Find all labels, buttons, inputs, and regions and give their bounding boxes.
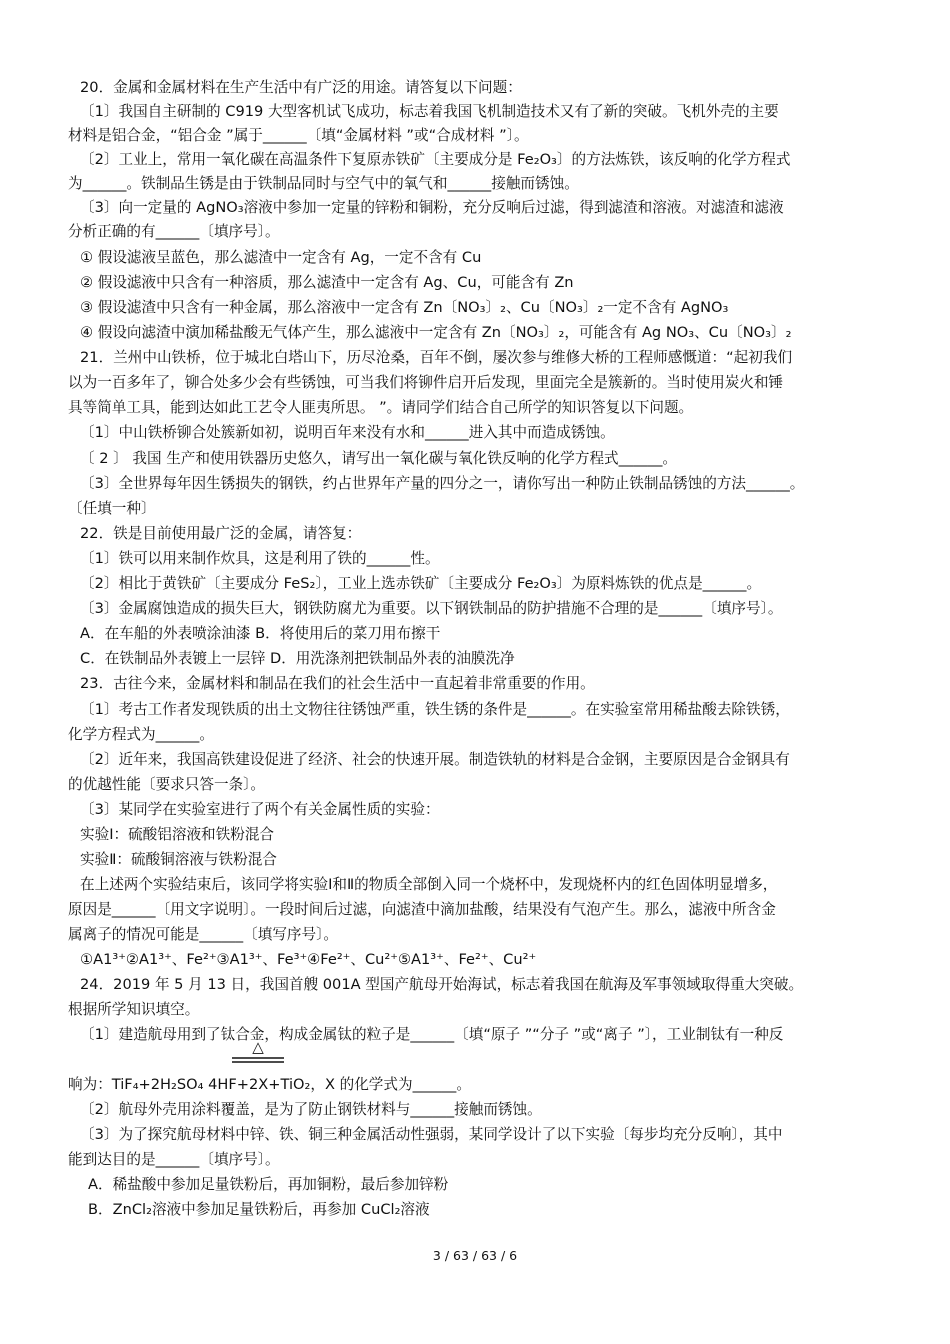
q24-1-line2: 响为：TiF₄+2H₂SO₄ 4HF+2X+TiO₂，X 的化学式为______。 [68,1076,471,1093]
q24-option-b: B．ZnCl₂溶液中参加足量铁粉后，再参加 CuCl₂溶液 [88,1201,430,1218]
q24-title: 24．2019 年 5 月 13 日，我国首艘 001A 型国产航母开始海试，标志着我国在航海及军事领域取得重大突破。 [80,976,804,993]
heat-condition-symbol [230,1038,286,1072]
q23-para-line1: 在上述两个实验结束后，该同学将实验Ⅰ和Ⅱ的物质全部倒入同一个烧杯中，发现烧杯内的红色固体明显增多， [80,876,778,893]
q21-3-line1: 〔3〕全世界每年因生锈损失的钢铁，约占世界年产量的四分之一，请你写出一种防止铁制品锈蚀的方法______。 [80,475,805,492]
q23-title: 23．古往今来，金属材料和制品在我们的社会生活中一直起着非常重要的作用。 [80,675,595,692]
q20-2-line2: 为______。铁制品生锈是由于铁制品同时与空气中的氧气和______接触而锈蚀。 [68,175,579,192]
q24-option-a: A．稀盐酸中参加足量铁粉后，再加铜粉，最后参加锌粉 [88,1176,449,1193]
q22-options-ab: A．在车船的外表喷涂油漆 B．将使用后的菜刀用布擦干 [80,625,441,642]
q22-3: 〔3〕金属腐蚀造成的损失巨大，钢铁防腐尤为重要。以下钢铁制品的防护措施不合理的是______〔填序号〕。 [80,600,783,617]
q23-3: 〔3〕某同学在实验室进行了两个有关金属性质的实验： [80,801,440,818]
heat-triangle-icon [230,1038,286,1072]
q20-1-line2: 材料是铝合金，“铝合金 ”属于______〔填“金属材料 ”或“合成材料 ”〕。 [68,127,529,144]
q23-para-line2: 原因是______〔用文字说明〕。一段时间后过滤，向滤渣中滴加盐酸，结果没有气泡产生。那么，滤液中所含金 [68,901,776,918]
q21-title: 21．兰州中山铁桥，位于城北白塔山下，历尽沧桑，百年不倒，屡次参与维修大桥的工程师感慨道：“起初我们 [80,349,793,366]
q23-experiment-2: 实验Ⅱ：硫酸铜溶液与铁粉混合 [80,851,277,868]
q20-option-3: ③ 假设滤渣中只含有一种金属，那么溶液中一定含有 Zn〔NO₃〕₂、Cu〔NO₃〕₂一定不含有 AgNO₃ [80,299,729,316]
q20-option-4: ④ 假设向滤渣中演加稀盐酸无气体产生，那么滤液中一定含有 Zn〔NO₃〕₂，可能含有 Ag NO₃、Cu〔NO₃〕₂ [80,324,792,341]
q22-title: 22．铁是目前使用最广泛的金属，请答复： [80,525,362,542]
q20-option-2: ② 假设滤液中只含有一种溶质，那么滤渣中一定含有 Ag、Cu，可能含有 Zn [80,274,574,291]
q24-3-line1: 〔3〕为了探究航母材料中锌、铁、铜三种金属活动性强弱，某同学设计了以下实验〔每步均充分反响〕，其中 [80,1126,783,1143]
q21-3-line2: 〔任填一种〕 [68,500,156,517]
q21-text-line3: 具等简单工具，能到达如此工艺令人匪夷所思。 ”。请同学们结合自己所学的知识答复以下问题。 [68,399,694,416]
q23-para-line3: 属离子的情况可能是______〔填写序号〕。 [68,926,338,943]
q24-2: 〔2〕航母外壳用涂料覆盖，是为了防止钢铁材料与______接触而锈蚀。 [80,1101,542,1118]
q22-2: 〔2〕相比于黄铁矿〔主要成分 FeS₂〕，工业上选赤铁矿〔主要成分 Fe₂O₃〕为原料炼铁的优点是______。 [80,575,762,592]
page-footer: 3 / 63 / 63 / 6 [432,1248,518,1263]
q21-text-line2: 以为一百多年了，铆合处多少会有些锈蚀，可当我们将铆件启开后发现，里面完全是簇新的。当时使用炭火和锤 [68,374,784,391]
q23-ion-options: ①A1³⁺②A1³⁺、Fe²⁺③A1³⁺、Fe³⁺④Fe²⁺、Cu²⁺⑤A1³⁺、Fe²⁺、Cu²⁺ [80,951,537,968]
q24-text-line2: 根据所学知识填空。 [68,1001,200,1018]
q22-1: 〔1〕铁可以用来制作炊具，这是利用了铁的______性。 [80,550,440,567]
q20-title: 20．金属和金属材料在生产生活中有广泛的用途。请答复以下问题： [80,79,522,96]
q20-3-line2: 分析正确的有______〔填序号〕。 [68,223,280,240]
q23-experiment-1: 实验Ⅰ：硫酸铝溶液和铁粉混合 [80,826,275,843]
heat-symbol: △ [252,1038,264,1056]
q21-2: 〔 2 〕 我国 生产和使用铁器历史悠久，请写出一氧化碳与氧化铁反响的化学方程式______。 [80,450,678,467]
q24-1-line1: 〔1〕建造航母用到了钛合金，构成金属钛的粒子是______〔填“原子 ”“分子 ”或“离子 ”〕，工业制钛有一种反 [80,1026,784,1043]
q23-2-line2: 的优越性能〔要求只答一条〕。 [68,776,266,793]
q20-option-1: ① 假设滤液呈蓝色，那么滤渣中一定含有 Ag，一定不含有 Cu [80,249,482,266]
q20-2-line1: 〔2〕工业上，常用一氧化碳在高温条件下复原赤铁矿〔主要成分是 Fe₂O₃〕的方法炼铁，该反响的化学方程式 [80,151,791,168]
q23-1-line2: 化学方程式为______。 [68,726,214,743]
q20-3-line1: 〔3〕向一定量的 AgNO₃溶液中参加一定量的锌粉和铜粉，充分反响后过滤，得到滤渣和溶液。对滤渣和滤液 [80,199,784,216]
q21-1: 〔1〕中山铁桥铆合处簇新如初，说明百年来没有水和______进入其中而造成锈蚀。 [80,424,615,441]
q20-1-line1: 〔1〕我国自主研制的 C919 大型客机试飞成功，标志着我国飞机制造技术又有了新的突破。飞机外壳的主要 [80,103,779,120]
q24-3-line2: 能到达目的是______〔填序号〕。 [68,1151,280,1168]
q23-1-line1: 〔1〕考古工作者发现铁质的出土文物往往锈蚀严重，铁生锈的条件是______。在实验室常用稀盐酸去除铁锈， [80,701,790,718]
q23-2-line1: 〔2〕近年来，我国高铁建设促进了经济、社会的快速开展。制造铁轨的材料是合金钢，主要原因是合金钢具有 [80,751,790,768]
q22-options-cd: C．在铁制品外表镀上一层锌 D．用洗涤剂把铁制品外表的油膜洗净 [80,650,515,667]
